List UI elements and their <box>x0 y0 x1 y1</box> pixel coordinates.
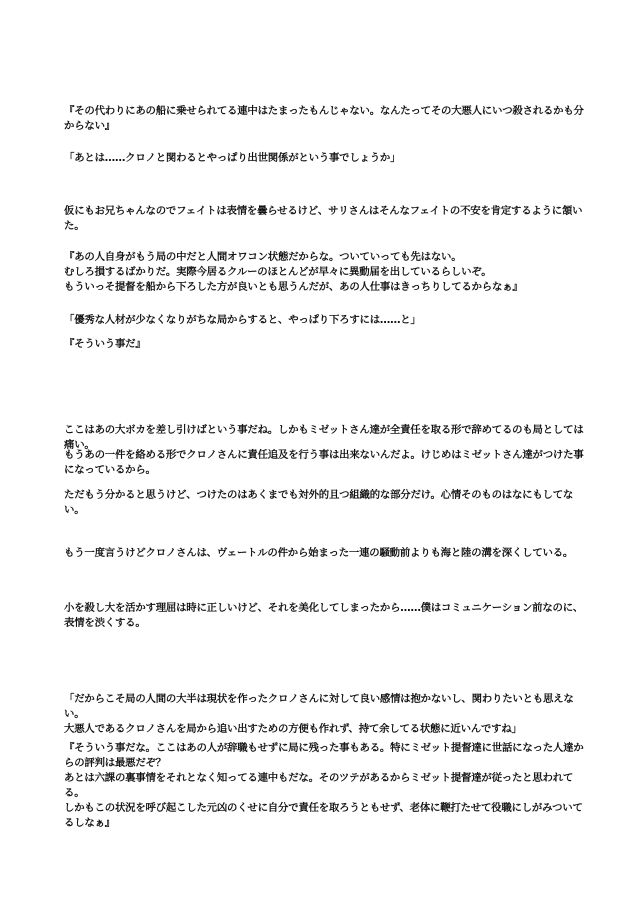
paragraph-6: 『そういう事だ』 <box>64 338 146 350</box>
paragraph-5: 「優秀な人材が少なくなりがちな局からすると、やっぱり下ろすには……と」 <box>64 314 421 326</box>
paragraph-3: 仮にもお兄ちゃんなのでフェイトは表情を曇らせるけど、サリさんはそんなフェイトの不安を肯定するように頷いた。 <box>64 205 583 232</box>
paragraph-9: ただもう分かると思うけど、つけたのはあくまでも対外的且つ組織的な部分だけ。心情そのものはなにもしてない。 <box>64 489 574 516</box>
paragraph-11: 小を殺し大を活かす理屈は時に正しいけど、それを美化してしまったから……僕はコミュニケーション前なのに、表情を渋くする。 <box>64 602 584 629</box>
paragraph-13: 『そういう事だな。ここはあの人が辞職もせずに局に残った事もある。特にミゼット提督達に世話になった人達からの評判は最悪だぞ？ あとは六課の裏事情をそれとなく知ってる連中もだな。そのツテがあるからミゼット提督達が従ったと思われてる。 しかもこの状況を呼び起こした元凶のくせに自分で責任を取ろうともせず、老体に鞭打たせて役職にしがみついてるしなぁ』 <box>64 742 584 829</box>
paragraph-10: もう一度言うけどクロノさんは、ヴェートルの件から始まった一連の騒動前よりも海と陸の溝を深くしている。 <box>64 547 574 559</box>
paragraph-4: 『あの人自身がもう局の中だと人間オワコン状態だからな。ついていっても先はない。 むしろ損するばかりだ。実際今居るクルーのほとんどが早々に異動届を出しているらしいぞ。 もういっそ提督を船から下ろした方が良いとも思うんだが、あの人仕事はきっちりしてるからなぁ』 <box>64 251 523 293</box>
paragraph-7: ここはあの大ボカを差し引けばという事だね。しかもミゼットさん達が全責任を取る形で辞めてるのも局としては痛い。 <box>64 424 584 451</box>
paragraph-12: 「だからこそ局の人間の大半は現状を作ったクロノさんに対して良い感情は抱かないし、関わりたいとも思えない。 大悪人であるクロノさんを局から追い出すための方便も作れず、持て余してる状態に近いんですね」 <box>64 693 574 735</box>
paragraph-1: 『その代わりにあの船に乗せられてる連中はたまったもんじゃない。なんたってその大悪人にいつ殺されるかも分からない』 <box>64 105 584 132</box>
paragraph-8: もうあの一件を絡める形でクロノさんに責任追及を行う事は出来ないんだよ。けじめはミゼットさん達がつけた事になっているから。 <box>64 449 584 476</box>
paragraph-2: 「あとは……クロノと関わるとやっぱり出世関係がという事でしょうか」 <box>64 152 401 164</box>
